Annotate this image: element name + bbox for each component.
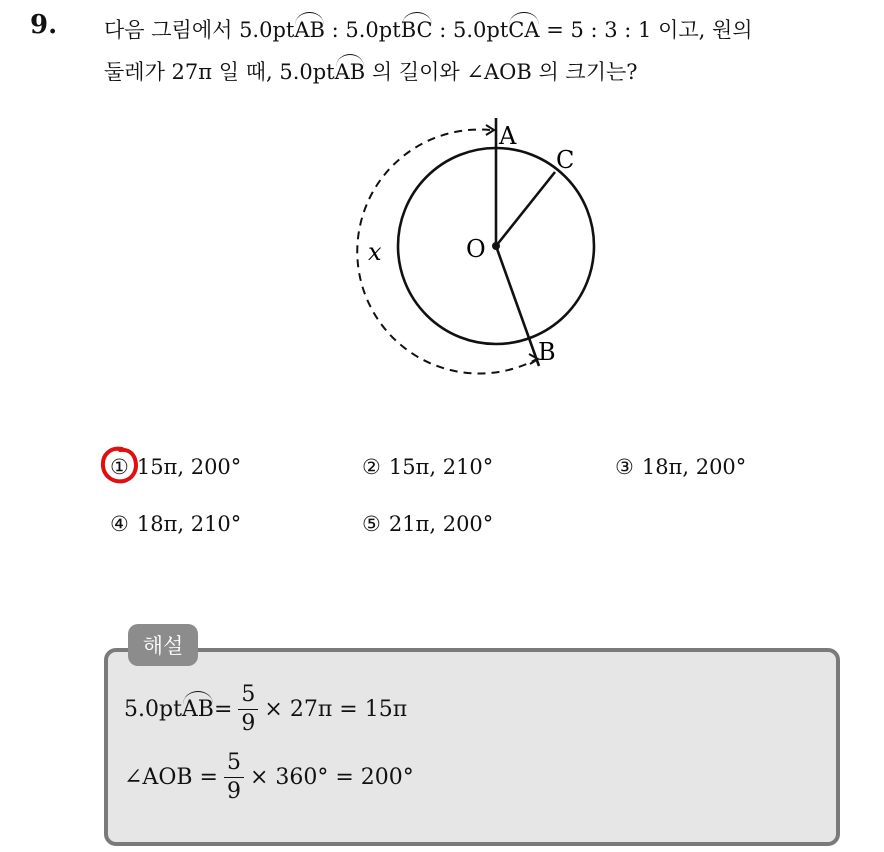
fraction-5-9: [224, 752, 244, 803]
question-line-1: [104, 14, 753, 44]
denominator: 9: [226, 779, 241, 804]
solution-line-2: [124, 752, 414, 803]
circle-figure: [340, 110, 600, 380]
solution-line-1: [124, 684, 407, 735]
choice-text: 15π, 200°: [136, 455, 242, 479]
question-text: 둘레가 27π 일 때, 5.0pt: [104, 60, 335, 84]
solution-tag: 해설: [128, 624, 198, 666]
label-b: B: [538, 338, 556, 366]
arc-ab: AB: [294, 18, 325, 42]
arc-x-dashed: [357, 130, 537, 374]
solution-rest: × 360° = 200°: [249, 765, 414, 790]
numerator: 5: [238, 684, 258, 710]
denominator: 9: [241, 711, 256, 736]
question-text: 다음 그림에서 5.0pt: [104, 18, 295, 42]
fraction-5-9: [238, 684, 258, 735]
label-x: x: [368, 238, 382, 266]
choice-4[interactable]: [110, 512, 241, 536]
choice-text: 18π, 210°: [136, 512, 242, 536]
question-line-2: [104, 56, 638, 86]
choice-mark: ⑤: [362, 512, 381, 536]
label-a: A: [499, 122, 517, 150]
choice-mark: ③: [615, 455, 634, 479]
solution-prefix: ∠AOB =: [124, 765, 218, 790]
choice-text: 18π, 200°: [641, 455, 747, 479]
arc-ab: AB: [334, 60, 366, 84]
center-point: [492, 242, 500, 250]
ratio-sep: : 5.0pt: [432, 18, 509, 42]
label-c: C: [556, 146, 575, 174]
arc-ab: AB: [181, 697, 214, 722]
arc-ca: CA: [508, 18, 540, 42]
choice-5[interactable]: [362, 512, 493, 536]
ratio-sep: : 5.0pt: [324, 18, 401, 42]
choice-3[interactable]: [615, 455, 746, 479]
solution-prefix: 5.0pt: [124, 697, 182, 722]
numerator: 5: [224, 752, 244, 778]
solution-box: [104, 648, 840, 846]
choice-text: 15π, 210°: [388, 455, 494, 479]
equals: =: [213, 697, 233, 722]
radius-oc: [496, 172, 555, 246]
arc-bc: BC: [400, 18, 433, 42]
question-text: = 5 : 3 : 1 이고, 원의: [539, 18, 753, 42]
choice-1[interactable]: [110, 455, 241, 479]
choice-text: 21π, 200°: [388, 512, 494, 536]
label-o: O: [466, 235, 486, 263]
choice-mark: ①: [110, 455, 129, 479]
radius-ob: [496, 246, 539, 366]
choice-2[interactable]: [362, 455, 493, 479]
solution-rest: × 27π = 15π: [264, 697, 408, 722]
question-text: 의 길이와 ∠AOB 의 크기는?: [365, 60, 638, 84]
choice-mark: ②: [362, 455, 381, 479]
question-number: 9.: [30, 10, 58, 40]
choice-mark: ④: [110, 512, 129, 536]
